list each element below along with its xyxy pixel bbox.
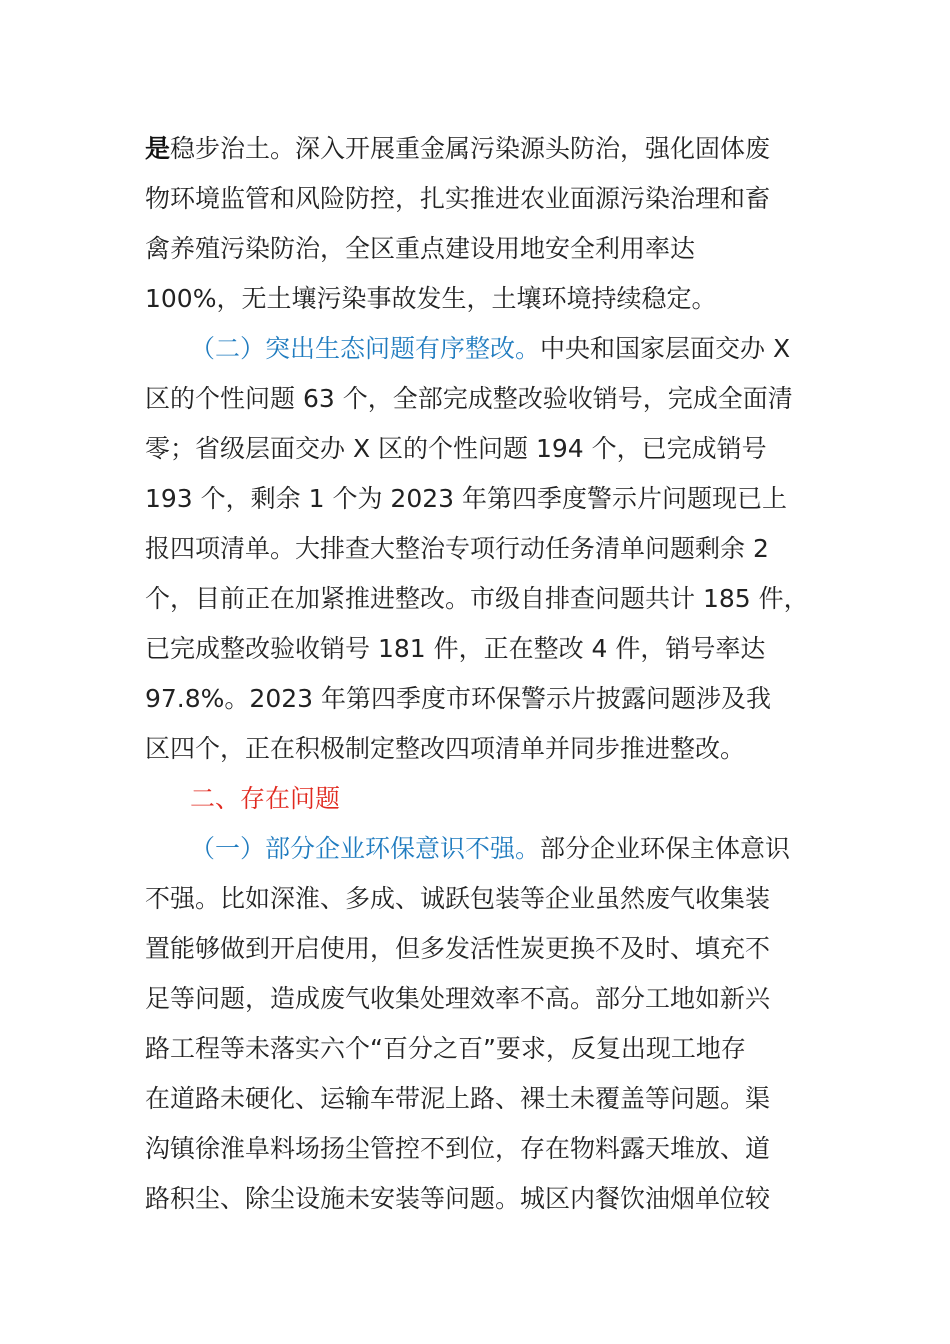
paragraph-enterprise-line-3: 置能够做到开启使用，但多发活性炭更换不及时、填充不 [145,934,771,963]
paragraph-soil-line-3: 禽养殖污染防治，全区重点建设用地安全利用率达 [145,234,696,263]
paragraph-rectification-line-7: 已完成整改验收销号 181 件，正在整改 4 件，销号率达 [145,634,766,663]
paragraph-rectification-line-8: 97.8%。2023 年第四季度市环保警示片披露问题涉及我 [145,684,771,713]
paragraph-rectification-line-6: 个，目前正在加紧推进整改。市级自排查问题共计 185 件， [145,584,809,613]
paragraph-enterprise-line-4: 足等问题，造成废气收集处理效率不高。部分工地如新兴 [145,984,771,1013]
paragraph-enterprise-line-1 [145,824,815,874]
paragraph-enterprise-line-2: 不强。比如深淮、多成、诚跃包装等企业虽然废气收集装 [145,884,771,913]
text-run: 部分企业环保主体意识 [540,834,791,863]
subheading-rectification: （二）突出生态问题有序整改。 [190,334,541,363]
subheading-enterprise: （一）部分企业环保意识不强。 [190,834,541,863]
text-run: 中央和国家层面交办 X [540,334,791,363]
paragraph-enterprise-line-7: 沟镇徐淮阜料场扬尘管控不到位，存在物料露天堆放、道 [145,1134,771,1163]
section-heading-existing-problems: 二、存在问题 [190,784,341,813]
paragraph-enterprise-line-6: 在道路未硬化、运输车带泥上路、裸土未覆盖等问题。渠 [145,1084,771,1113]
paragraph-rectification-line-5: 报四项清单。大排查大整治专项行动任务清单问题剩余 2 [145,534,769,563]
paragraph-rectification-line-9: 区四个，正在积极制定整改四项清单并同步推进整改。 [145,734,746,763]
paragraph-rectification-line-2: 区的个性问题 63 个，全部完成整改验收销号，完成全面清 [145,384,793,413]
lead-word: 是 [145,134,171,163]
paragraph-soil-line-1 [145,124,815,174]
paragraph-enterprise-line-5: 路工程等未落实六个“百分之百”要求，反复出现工地存 [145,1034,746,1063]
paragraph-rectification-line-4: 193 个，剩余 1 个为 2023 年第四季度警示片问题现已上 [145,484,787,513]
document-body [145,124,815,1224]
paragraph-enterprise-line-8: 路积尘、除尘设施未安装等问题。城区内餐饮油烟单位较 [145,1184,771,1213]
text-run: 稳步治土。深入开展重金属污染源头防治，强化固体废 [170,134,771,163]
paragraph-rectification-line-1 [145,324,815,374]
paragraph-soil-line-4: 100%，无土壤污染事故发生，土壤环境持续稳定。 [145,284,717,313]
paragraph-rectification-line-3: 零；省级层面交办 X 区的个性问题 194 个，已完成销号 [145,434,767,463]
paragraph-soil-line-2: 物环境监管和风险防控，扎实推进农业面源污染治理和畜 [145,184,771,213]
